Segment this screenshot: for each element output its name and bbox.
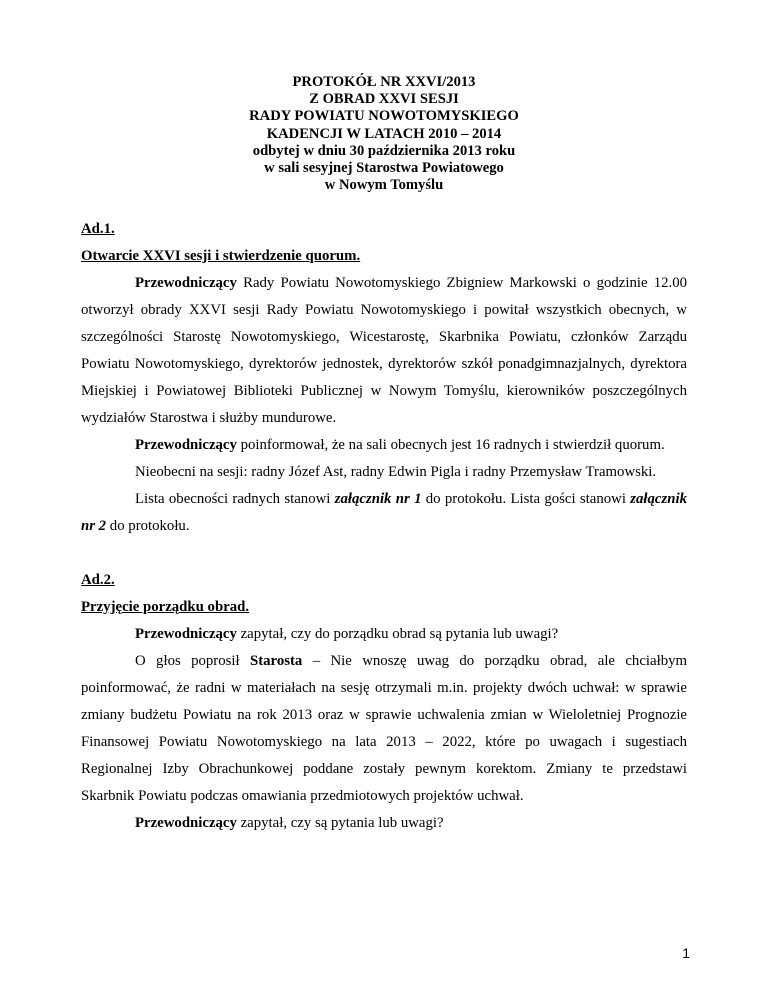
section-1-paragraph-attachments	[81, 486, 687, 540]
paragraph-text: zapytał, czy do porządku obrad są pytania lub uwagi?	[236, 626, 559, 642]
speaker-starosta: Starosta	[249, 653, 303, 669]
speaker-chairman: Przewodniczący	[135, 815, 237, 831]
paragraph-text: do protokołu.	[106, 518, 190, 534]
speaker-chairman: Przewodniczący	[135, 437, 237, 453]
title-line-protocol-number: PROTOKÓŁ NR XXVI/2013	[292, 74, 476, 90]
paragraph-text: Lista obecności radnych stanowi	[135, 491, 335, 507]
title-line-date: odbytej w dniu 30 października 2013 roku	[252, 142, 516, 159]
paragraph-text: Rady Powiatu Nowotomyskiego Zbigniew Markowski o godzinie 12.00 otworzył obrady XXVI sesji Rady Powiatu Nowotomyskiego i powitał wszystkich obecnych, w szczególności Starostę Nowotomyskiego, Wicestarostę, Skarbnika Powiatu, członków Zarządu Powiatu Nowotomyskiego, dyrektorów jednostek, dyrektorów szkół ponadgimnazjalnych, dyrektora Miejskiej i Powiatowej Biblioteki Publicznej w Nowym Tomyślu, kierowników poszczególnych wydziałów Starostwa i służby mundurowe.	[81, 275, 687, 426]
speaker-chairman: Przewodniczący	[135, 626, 237, 642]
section-2-paragraph-question-2	[81, 810, 687, 837]
paragraph-text: poinformował, że na sali obecnych jest 16 radnych i stwierdził quorum.	[236, 437, 665, 453]
paragraph-text: zapytał, czy są pytania lub uwagi?	[236, 815, 444, 831]
attachment-1-reference: załącznik nr 1	[334, 491, 422, 507]
page-number: 1	[682, 945, 690, 961]
section-2-paragraph-starosta	[81, 648, 687, 810]
title-line-term: KADENCJI W LATACH 2010 – 2014	[266, 125, 502, 142]
section-1-label: Ad.1.	[81, 221, 115, 237]
attachment-2-reference: załącznik nr 2	[81, 491, 687, 534]
paragraph-text: O głos poprosił	[135, 653, 250, 669]
section-2-label: Ad.2.	[81, 572, 115, 588]
title-line-venue: w sali sesyjnej Starostwa Powiatowego	[264, 160, 504, 177]
document-body	[81, 216, 687, 837]
document-title	[0, 74, 768, 194]
section-spacer	[81, 540, 687, 567]
paragraph-text: Nieobecni na sesji: radny Józef Ast, radny Edwin Pigla i radny Przemysław Tramowski.	[135, 464, 657, 480]
paragraph-text: do protokołu. Lista gości stanowi	[421, 491, 631, 507]
paragraph-text: – Nie wnoszę uwag do porządku obrad, ale chciałbym poinformować, że radni w materiałach na sesję otrzymali m.in. projekty dwóch uchwał: w sprawie zmiany budżetu Powiatu na rok 2013 oraz w sprawie uchwalenia zmian w Wieloletniej Prognozie Finansowej Powiatu Nowotomyskiego na lata 2013 – 2022, które po uwagach i sugestiach Regionalnej Izby Obrachunkowej poddane zostały pewnym korektom. Zmiany te przedstawi Skarbnik Powiatu podczas omawiania przedmiotowych projektów uchwał.	[81, 653, 687, 804]
title-line-council: RADY POWIATU NOWOTOMYSKIEGO	[249, 108, 519, 125]
title-line-city: w Nowym Tomyślu	[324, 177, 444, 194]
title-line-session: Z OBRAD XXVI SESJI	[309, 91, 459, 108]
speaker-chairman: Przewodniczący	[135, 275, 237, 291]
section-2-paragraph-question	[81, 621, 687, 648]
section-2-title: Przyjęcie porządku obrad.	[81, 599, 250, 615]
section-1-paragraph-absent	[81, 459, 687, 486]
section-1-paragraph-opening	[81, 270, 687, 432]
section-1-paragraph-quorum	[81, 432, 687, 459]
section-1-title: Otwarcie XXVI sesji i stwierdzenie quorum.	[81, 248, 361, 264]
